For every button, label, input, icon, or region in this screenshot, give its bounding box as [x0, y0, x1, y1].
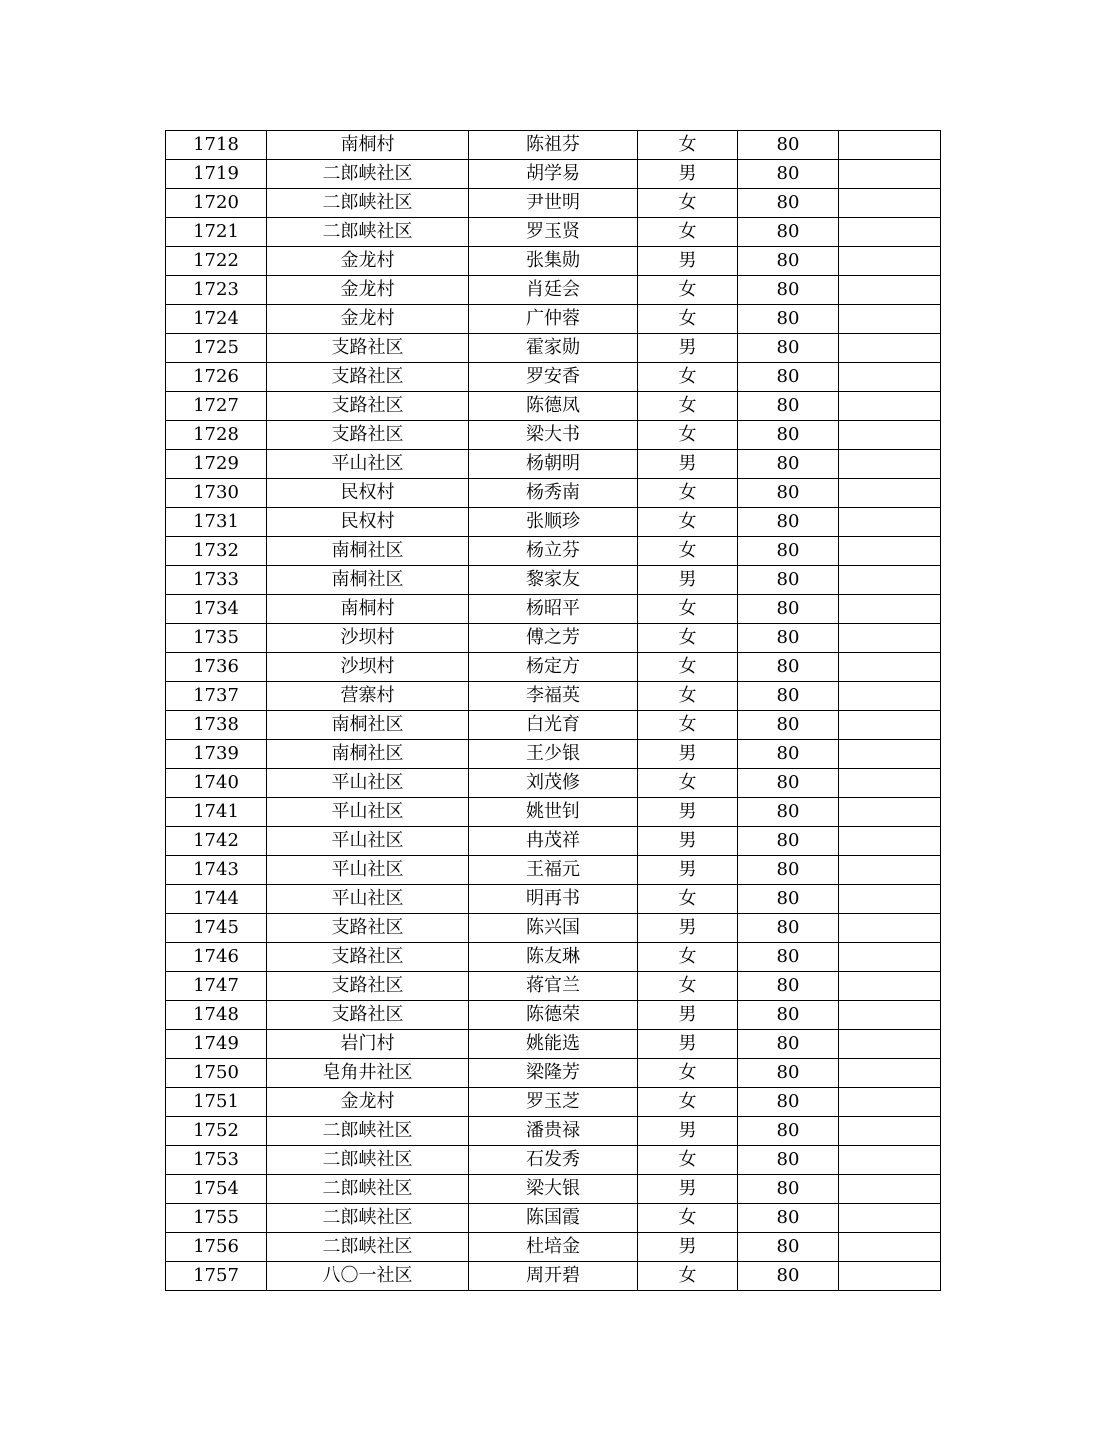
remarks-cell [839, 450, 941, 479]
gender-cell: 女 [638, 479, 738, 508]
age-cell: 80 [738, 1175, 839, 1204]
remarks-cell [839, 914, 941, 943]
gender-cell: 女 [638, 218, 738, 247]
age-cell: 80 [738, 1030, 839, 1059]
serial-number-cell: 1732 [166, 537, 267, 566]
person-name-cell: 李福英 [469, 682, 638, 711]
remarks-cell [839, 479, 941, 508]
remarks-cell [839, 537, 941, 566]
serial-number-cell: 1741 [166, 798, 267, 827]
serial-number-cell: 1722 [166, 247, 267, 276]
table-row [166, 595, 941, 624]
table-row [166, 508, 941, 537]
remarks-cell [839, 885, 941, 914]
community-cell: 平山社区 [267, 769, 469, 798]
community-cell: 南桐村 [267, 595, 469, 624]
table-row [166, 624, 941, 653]
roster-table [165, 130, 941, 1291]
community-cell: 沙坝村 [267, 624, 469, 653]
age-cell: 80 [738, 711, 839, 740]
gender-cell: 男 [638, 914, 738, 943]
age-cell: 80 [738, 160, 839, 189]
serial-number-cell: 1750 [166, 1059, 267, 1088]
community-cell: 南桐社区 [267, 566, 469, 595]
person-name-cell: 胡学易 [469, 160, 638, 189]
gender-cell: 男 [638, 160, 738, 189]
community-cell: 金龙村 [267, 276, 469, 305]
serial-number-cell: 1754 [166, 1175, 267, 1204]
serial-number-cell: 1719 [166, 160, 267, 189]
community-cell: 支路社区 [267, 392, 469, 421]
table-row [166, 1059, 941, 1088]
person-name-cell: 广仲蓉 [469, 305, 638, 334]
serial-number-cell: 1755 [166, 1204, 267, 1233]
community-cell: 二郎峡社区 [267, 160, 469, 189]
age-cell: 80 [738, 798, 839, 827]
serial-number-cell: 1747 [166, 972, 267, 1001]
table-row [166, 537, 941, 566]
age-cell: 80 [738, 508, 839, 537]
person-name-cell: 尹世明 [469, 189, 638, 218]
community-cell: 二郎峡社区 [267, 1233, 469, 1262]
serial-number-cell: 1738 [166, 711, 267, 740]
age-cell: 80 [738, 972, 839, 1001]
serial-number-cell: 1734 [166, 595, 267, 624]
table-row [166, 189, 941, 218]
age-cell: 80 [738, 1059, 839, 1088]
age-cell: 80 [738, 276, 839, 305]
person-name-cell: 姚能选 [469, 1030, 638, 1059]
community-cell: 南桐村 [267, 131, 469, 160]
serial-number-cell: 1743 [166, 856, 267, 885]
age-cell: 80 [738, 1204, 839, 1233]
age-cell: 80 [738, 247, 839, 276]
serial-number-cell: 1756 [166, 1233, 267, 1262]
gender-cell: 男 [638, 334, 738, 363]
person-name-cell: 杨立芬 [469, 537, 638, 566]
serial-number-cell: 1752 [166, 1117, 267, 1146]
gender-cell: 女 [638, 276, 738, 305]
serial-number-cell: 1751 [166, 1088, 267, 1117]
gender-cell: 女 [638, 1262, 738, 1291]
serial-number-cell: 1727 [166, 392, 267, 421]
person-name-cell: 梁大银 [469, 1175, 638, 1204]
community-cell: 二郎峡社区 [267, 1146, 469, 1175]
remarks-cell [839, 363, 941, 392]
table-row [166, 305, 941, 334]
age-cell: 80 [738, 537, 839, 566]
age-cell: 80 [738, 1262, 839, 1291]
gender-cell: 女 [638, 189, 738, 218]
person-name-cell: 杨朝明 [469, 450, 638, 479]
person-name-cell: 黎家友 [469, 566, 638, 595]
gender-cell: 男 [638, 856, 738, 885]
table-row [166, 1233, 941, 1262]
age-cell: 80 [738, 1001, 839, 1030]
person-name-cell: 石发秀 [469, 1146, 638, 1175]
person-name-cell: 陈祖芬 [469, 131, 638, 160]
age-cell: 80 [738, 1117, 839, 1146]
gender-cell: 女 [638, 885, 738, 914]
community-cell: 支路社区 [267, 914, 469, 943]
gender-cell: 男 [638, 740, 738, 769]
serial-number-cell: 1753 [166, 1146, 267, 1175]
community-cell: 民权村 [267, 508, 469, 537]
age-cell: 80 [738, 450, 839, 479]
table-row [166, 218, 941, 247]
table-row [166, 1088, 941, 1117]
remarks-cell [839, 160, 941, 189]
serial-number-cell: 1735 [166, 624, 267, 653]
community-cell: 南桐社区 [267, 537, 469, 566]
serial-number-cell: 1739 [166, 740, 267, 769]
table-row [166, 885, 941, 914]
remarks-cell [839, 856, 941, 885]
remarks-cell [839, 421, 941, 450]
community-cell: 支路社区 [267, 363, 469, 392]
community-cell: 金龙村 [267, 305, 469, 334]
serial-number-cell: 1723 [166, 276, 267, 305]
remarks-cell [839, 334, 941, 363]
remarks-cell [839, 1088, 941, 1117]
person-name-cell: 冉茂祥 [469, 827, 638, 856]
table-row [166, 711, 941, 740]
remarks-cell [839, 1175, 941, 1204]
person-name-cell: 霍家勋 [469, 334, 638, 363]
gender-cell: 女 [638, 131, 738, 160]
table-row [166, 1001, 941, 1030]
person-name-cell: 蒋官兰 [469, 972, 638, 1001]
gender-cell: 男 [638, 1001, 738, 1030]
age-cell: 80 [738, 392, 839, 421]
serial-number-cell: 1730 [166, 479, 267, 508]
remarks-cell [839, 1117, 941, 1146]
table-row [166, 1175, 941, 1204]
serial-number-cell: 1718 [166, 131, 267, 160]
table-row [166, 798, 941, 827]
serial-number-cell: 1746 [166, 943, 267, 972]
gender-cell: 女 [638, 711, 738, 740]
person-name-cell: 陈德荣 [469, 1001, 638, 1030]
person-name-cell: 罗玉芝 [469, 1088, 638, 1117]
person-name-cell: 陈友琳 [469, 943, 638, 972]
age-cell: 80 [738, 363, 839, 392]
age-cell: 80 [738, 1233, 839, 1262]
serial-number-cell: 1728 [166, 421, 267, 450]
table-row [166, 247, 941, 276]
community-cell: 岩门村 [267, 1030, 469, 1059]
remarks-cell [839, 1233, 941, 1262]
person-name-cell: 姚世钊 [469, 798, 638, 827]
remarks-cell [839, 566, 941, 595]
table-row [166, 943, 941, 972]
person-name-cell: 明再书 [469, 885, 638, 914]
table-row [166, 972, 941, 1001]
community-cell: 金龙村 [267, 247, 469, 276]
community-cell: 金龙村 [267, 1088, 469, 1117]
age-cell: 80 [738, 421, 839, 450]
table-row [166, 1030, 941, 1059]
age-cell: 80 [738, 595, 839, 624]
table-row [166, 769, 941, 798]
table-row [166, 1204, 941, 1233]
age-cell: 80 [738, 682, 839, 711]
gender-cell: 男 [638, 1175, 738, 1204]
community-cell: 二郎峡社区 [267, 1204, 469, 1233]
community-cell: 二郎峡社区 [267, 189, 469, 218]
gender-cell: 女 [638, 624, 738, 653]
age-cell: 80 [738, 943, 839, 972]
gender-cell: 女 [638, 1204, 738, 1233]
community-cell: 平山社区 [267, 450, 469, 479]
person-name-cell: 陈兴国 [469, 914, 638, 943]
serial-number-cell: 1731 [166, 508, 267, 537]
gender-cell: 女 [638, 421, 738, 450]
serial-number-cell: 1749 [166, 1030, 267, 1059]
age-cell: 80 [738, 189, 839, 218]
table-row [166, 276, 941, 305]
gender-cell: 男 [638, 1030, 738, 1059]
community-cell: 沙坝村 [267, 653, 469, 682]
person-name-cell: 刘茂修 [469, 769, 638, 798]
table-row [166, 740, 941, 769]
age-cell: 80 [738, 885, 839, 914]
age-cell: 80 [738, 131, 839, 160]
person-name-cell: 肖廷会 [469, 276, 638, 305]
table-row [166, 450, 941, 479]
community-cell: 二郎峡社区 [267, 1117, 469, 1146]
community-cell: 南桐社区 [267, 711, 469, 740]
gender-cell: 女 [638, 508, 738, 537]
gender-cell: 男 [638, 1233, 738, 1262]
remarks-cell [839, 769, 941, 798]
age-cell: 80 [738, 1088, 839, 1117]
table-row [166, 479, 941, 508]
remarks-cell [839, 624, 941, 653]
remarks-cell [839, 798, 941, 827]
community-cell: 支路社区 [267, 943, 469, 972]
community-cell: 二郎峡社区 [267, 1175, 469, 1204]
community-cell: 民权村 [267, 479, 469, 508]
gender-cell: 女 [638, 972, 738, 1001]
table-row [166, 1146, 941, 1175]
serial-number-cell: 1736 [166, 653, 267, 682]
community-cell: 支路社区 [267, 334, 469, 363]
table-row [166, 653, 941, 682]
person-name-cell: 杨秀南 [469, 479, 638, 508]
person-name-cell: 罗玉贤 [469, 218, 638, 247]
remarks-cell [839, 1146, 941, 1175]
age-cell: 80 [738, 305, 839, 334]
person-name-cell: 王少银 [469, 740, 638, 769]
serial-number-cell: 1733 [166, 566, 267, 595]
serial-number-cell: 1720 [166, 189, 267, 218]
remarks-cell [839, 1204, 941, 1233]
age-cell: 80 [738, 769, 839, 798]
remarks-cell [839, 508, 941, 537]
serial-number-cell: 1745 [166, 914, 267, 943]
person-name-cell: 罗安香 [469, 363, 638, 392]
age-cell: 80 [738, 914, 839, 943]
age-cell: 80 [738, 856, 839, 885]
remarks-cell [839, 305, 941, 334]
community-cell: 南桐社区 [267, 740, 469, 769]
table-row [166, 856, 941, 885]
gender-cell: 男 [638, 450, 738, 479]
gender-cell: 女 [638, 537, 738, 566]
age-cell: 80 [738, 218, 839, 247]
person-name-cell: 张顺珍 [469, 508, 638, 537]
serial-number-cell: 1742 [166, 827, 267, 856]
age-cell: 80 [738, 740, 839, 769]
person-name-cell: 杜培金 [469, 1233, 638, 1262]
person-name-cell: 周开碧 [469, 1262, 638, 1291]
gender-cell: 女 [638, 943, 738, 972]
gender-cell: 女 [638, 595, 738, 624]
gender-cell: 女 [638, 392, 738, 421]
remarks-cell [839, 972, 941, 1001]
remarks-cell [839, 131, 941, 160]
age-cell: 80 [738, 827, 839, 856]
remarks-cell [839, 1001, 941, 1030]
serial-number-cell: 1748 [166, 1001, 267, 1030]
table-row [166, 421, 941, 450]
roster-table-body [166, 131, 941, 1291]
remarks-cell [839, 189, 941, 218]
person-name-cell: 陈德凤 [469, 392, 638, 421]
gender-cell: 女 [638, 1088, 738, 1117]
age-cell: 80 [738, 334, 839, 363]
age-cell: 80 [738, 566, 839, 595]
person-name-cell: 梁隆芳 [469, 1059, 638, 1088]
remarks-cell [839, 740, 941, 769]
serial-number-cell: 1726 [166, 363, 267, 392]
table-row [166, 392, 941, 421]
remarks-cell [839, 595, 941, 624]
person-name-cell: 张集勋 [469, 247, 638, 276]
community-cell: 支路社区 [267, 1001, 469, 1030]
community-cell: 平山社区 [267, 856, 469, 885]
remarks-cell [839, 247, 941, 276]
remarks-cell [839, 218, 941, 247]
person-name-cell: 潘贵禄 [469, 1117, 638, 1146]
remarks-cell [839, 682, 941, 711]
person-name-cell: 陈国霞 [469, 1204, 638, 1233]
table-row [166, 914, 941, 943]
community-cell: 平山社区 [267, 827, 469, 856]
remarks-cell [839, 392, 941, 421]
community-cell: 支路社区 [267, 972, 469, 1001]
remarks-cell [839, 711, 941, 740]
age-cell: 80 [738, 1146, 839, 1175]
gender-cell: 男 [638, 827, 738, 856]
age-cell: 80 [738, 653, 839, 682]
table-row [166, 827, 941, 856]
serial-number-cell: 1737 [166, 682, 267, 711]
serial-number-cell: 1744 [166, 885, 267, 914]
serial-number-cell: 1721 [166, 218, 267, 247]
remarks-cell [839, 653, 941, 682]
gender-cell: 男 [638, 1117, 738, 1146]
table-row [166, 131, 941, 160]
remarks-cell [839, 827, 941, 856]
serial-number-cell: 1740 [166, 769, 267, 798]
gender-cell: 男 [638, 247, 738, 276]
person-name-cell: 白光育 [469, 711, 638, 740]
community-cell: 平山社区 [267, 885, 469, 914]
serial-number-cell: 1757 [166, 1262, 267, 1291]
person-name-cell: 杨昭平 [469, 595, 638, 624]
age-cell: 80 [738, 624, 839, 653]
community-cell: 营寨村 [267, 682, 469, 711]
person-name-cell: 王福元 [469, 856, 638, 885]
remarks-cell [839, 943, 941, 972]
community-cell: 八〇一社区 [267, 1262, 469, 1291]
remarks-cell [839, 1059, 941, 1088]
gender-cell: 女 [638, 769, 738, 798]
remarks-cell [839, 276, 941, 305]
gender-cell: 女 [638, 1059, 738, 1088]
table-row [166, 160, 941, 189]
community-cell: 二郎峡社区 [267, 218, 469, 247]
community-cell: 支路社区 [267, 421, 469, 450]
gender-cell: 男 [638, 798, 738, 827]
gender-cell: 男 [638, 566, 738, 595]
serial-number-cell: 1725 [166, 334, 267, 363]
table-row [166, 334, 941, 363]
table-row [166, 1262, 941, 1291]
serial-number-cell: 1729 [166, 450, 267, 479]
person-name-cell: 杨定方 [469, 653, 638, 682]
gender-cell: 女 [638, 682, 738, 711]
serial-number-cell: 1724 [166, 305, 267, 334]
table-row [166, 566, 941, 595]
gender-cell: 女 [638, 305, 738, 334]
gender-cell: 女 [638, 363, 738, 392]
gender-cell: 女 [638, 653, 738, 682]
person-name-cell: 傅之芳 [469, 624, 638, 653]
person-name-cell: 梁大书 [469, 421, 638, 450]
remarks-cell [839, 1262, 941, 1291]
table-row [166, 363, 941, 392]
table-row [166, 682, 941, 711]
age-cell: 80 [738, 479, 839, 508]
community-cell: 皂角井社区 [267, 1059, 469, 1088]
community-cell: 平山社区 [267, 798, 469, 827]
gender-cell: 女 [638, 1146, 738, 1175]
remarks-cell [839, 1030, 941, 1059]
table-row [166, 1117, 941, 1146]
